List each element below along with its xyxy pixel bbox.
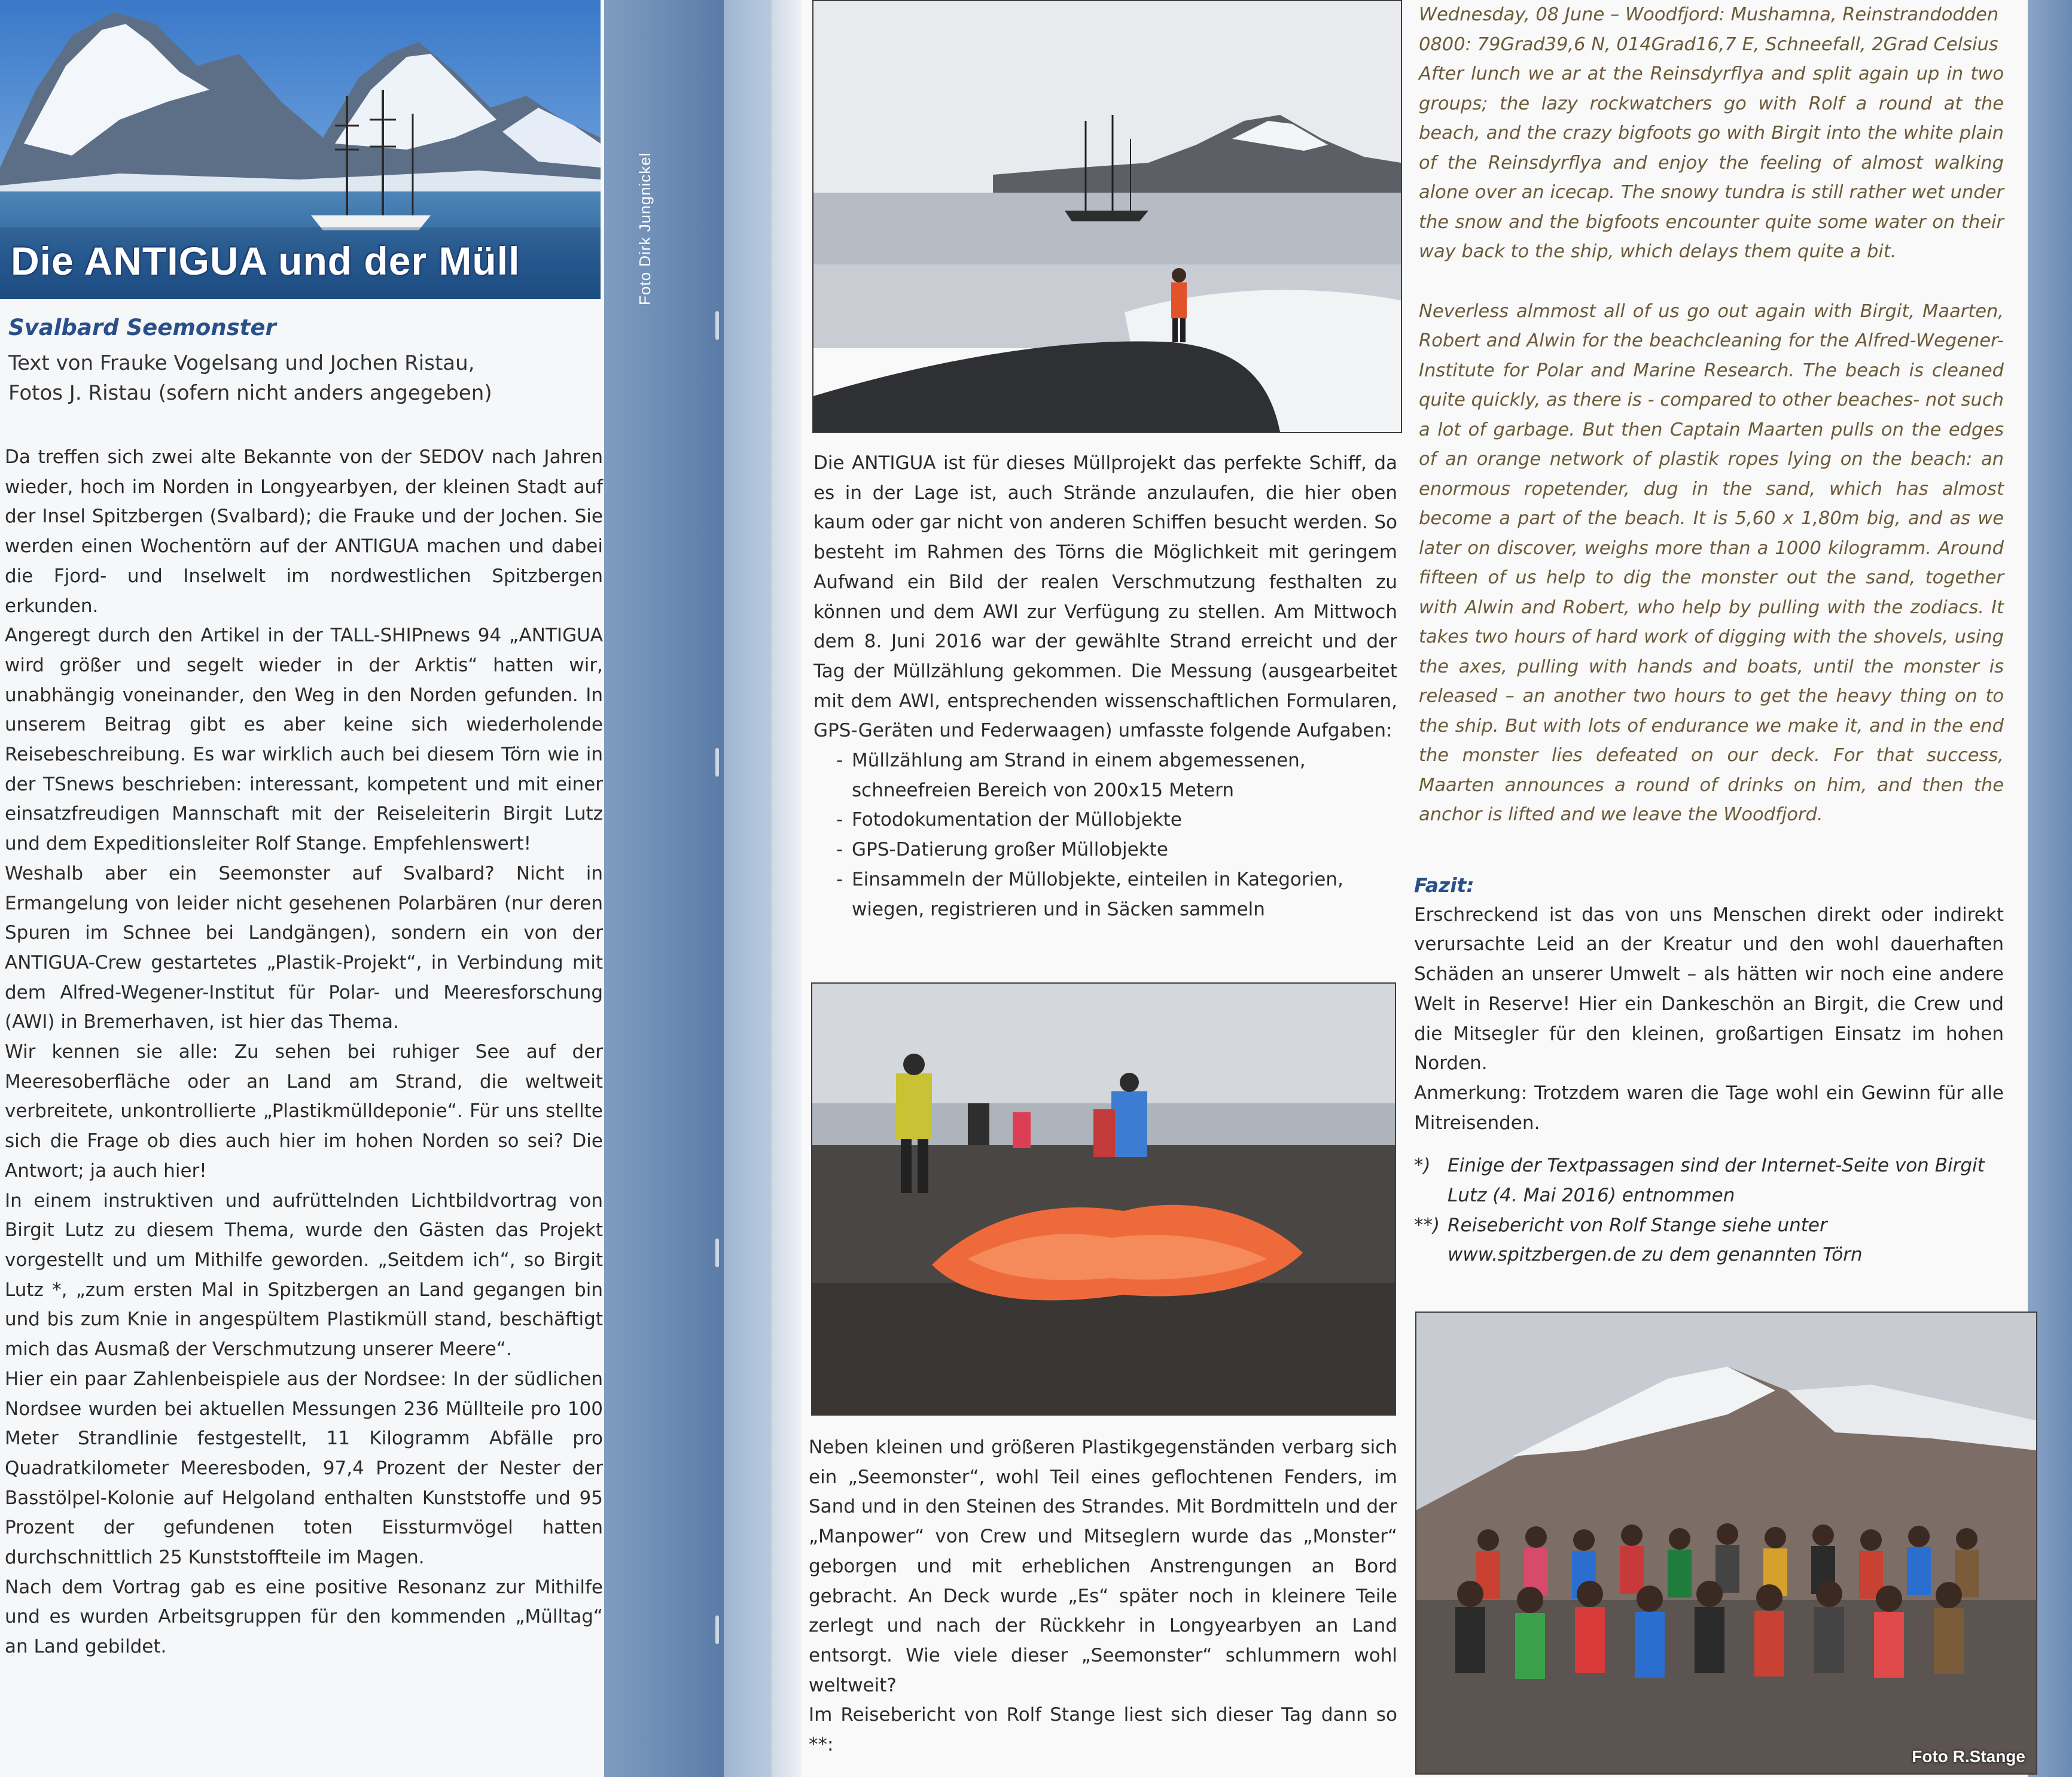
binding-shadow xyxy=(772,0,802,1777)
task-item: - Müllzählung am Strand in einem abgemessenen, schneefreien Bereich von 200x15 Metern xyxy=(836,746,1397,805)
byline-photos: Fotos J. Ristau (sofern nicht anders angegeben) xyxy=(8,381,492,405)
footnote-mark: **) xyxy=(1414,1214,1440,1236)
footnote-text: Einige der Textpassagen sind der Internet-Seite von Birgit xyxy=(1448,1155,1985,1177)
photo-ship-in-bay xyxy=(812,0,1402,433)
log-position-line: 0800: 79Grad39,6 N, 014Grad16,7 E, Schneefall, 2Grad Celsius xyxy=(1419,34,1998,55)
paragraph: Wir kennen sie alle: Zu sehen bei ruhiger See auf der Meeresoberfläche oder an Land am Strand, die weltweit verbreitete, unkontrollierte „Plastikmülldeponie“. Für uns stellte sich die Frage ob dies auch hier im hohen Norden so sei? Die Antwort; ja auch hier! xyxy=(5,1041,603,1182)
paragraph: Die ANTIGUA ist für dieses Müllprojekt das perfekte Schiff, da es in der Lage ist, auch Strände anzulaufen, die hier oben kaum oder gar nicht von anderen Schiffen besucht werden. So besteht im Rahmen des Törns die Möglichkeit mit geringem Aufwand ein Bild der realen Verschmutzung festhalten zu können und dem AWI zur Verfügung zu stellen. Am Mittwoch dem 8. Juni 2016 war der gewählte Strand erreicht und der Tag der Müllzählung gekommen. Die Messung (ausgearbeitet mit dem AWI, entsprechenden wissenschaftlichen Formularen, GPS-Geräten und Federwaagen) umfasste folgende Aufgaben: xyxy=(813,452,1397,742)
fazit-section xyxy=(1414,871,2004,1270)
log-paragraph: Neverless almmost all of us go out again with Birgit, Maarten, Robert and Alwin for the beachcleaning for the Alfred-Wegener-Institute for Polar and Marine Research. The beach is cleaned quite quickly, as there is - compared to other beaches- not such a lot of garbage. But then Captain Maarten pulls on the edges of an orange network of plastik ropes lying on the beach: an enormous ropetender, dug in the sand, which has almost become a part of the beach. It is 5,60 x 1,80m big, and as we later on discover, weighs more than a 1000 kilogramm. Around fifteen of us help to dig the monster out the sand, together with Alwin and Robert, who help by pulling with the zodiacs. It takes two hours of hard work of digging with the shovels, using the axes, pulling with hands and boats, until the monster is released – an another two hours to get the heavy thing on to the ship. But with lots of endurance we make it, and in the end the monster lies defeated on our deck. For that success, Maarten announces a round of drinks on him, and then the anchor is lifted and we leave the Woodfjord. xyxy=(1419,300,2004,825)
left-column-text xyxy=(5,443,603,1662)
paragraph: Da treffen sich zwei alte Bekannte von der SEDOV nach Jahren wieder, hoch im Norden in Longyearbyen, der kleinen Stadt auf der Insel Spitzbergen (Svalbard); die Frauke und der Jochen. Sie werden einen Wochentörn auf der ANTIGUA machen und dabei die Fjord- und Inselwelt im nordwestlichen Spitzbergen erkunden. xyxy=(5,446,603,617)
footnote-link-text: www.spitzbergen.de zu dem genannten Törn xyxy=(1448,1244,1863,1266)
article-title: Die ANTIGUA und der Müll xyxy=(11,239,520,283)
binding-stitch xyxy=(715,311,719,340)
binding-stitch xyxy=(715,1615,719,1644)
footnote-text: Lutz (4. Mai 2016) entnommen xyxy=(1448,1185,1735,1207)
fazit-heading: Fazit: xyxy=(1414,874,1474,897)
middle-column-lower xyxy=(809,1433,1397,1760)
middle-column-intro xyxy=(813,449,1397,924)
task-item: - Fotodokumentation der Müllobjekte xyxy=(836,805,1397,835)
paragraph: Hier ein paar Zahlenbeispiele aus der Nordsee: In der südlichen Nordsee wurden bei aktuellen Messungen 236 Müllteile pro 100 Meter Strandlinie festgestellt, 11 Kilogramm Abfälle pro Quadratkilometer Meeresboden, 97,4 Prozent der Nester der Basstölpel-Kolonie auf Helgoland enthalten Kunststoffe und 95 Prozent der gefundenen toten Eissturmvögel hatten durchschnittlich 25 Kunststoffteile im Magen. xyxy=(5,1368,603,1569)
paragraph: Nach dem Vortrag gab es eine positive Resonanz zur Mithilfe und es wurden Arbeitsgruppen für den kommenden „Mülltag“ an Land gebildet. xyxy=(5,1576,603,1658)
fazit-text: Erschreckend ist das von uns Menschen direkt oder indirekt verursachte Leid an der Kreatur und den wohl dauerhaften Schäden an unserer Umwelt – als hätten wir noch eine andere Welt in Reserve! Hier ein Dankeschön an Birgit, die Crew und die Mitsegler für den kleinen, großartigen Einsatz im hohen Norden. xyxy=(1414,903,2004,1075)
log-paragraph: After lunch we ar at the Reinsdyrflya and split again up in two groups; the lazy rockwatchers go with Rolf a round at the beach, and the crazy bigfoots go with Birgit into the white plain of the Reinsdyrflya and enjoy the feeling of almost walking alone over an icecap. The snowy tundra is still rather wet under the snow and the bigfoots encounter quite some water on their way back to the ship, which delays them quite a bit. xyxy=(1419,63,2004,262)
byline xyxy=(8,348,595,408)
task-list xyxy=(813,746,1397,924)
paragraph: Neben kleinen und größeren Plastikgegenständen verbarg sich ein „Seemonster“, wohl Teil eines geflochtenen Fenders, im Sand und in den Steinen des Strandes. Mit Bordmitteln und der „Manpower“ von Crew und Mitseglern wurde das „Monster“ geborgen und mit erheblichen Anstrengungen an Bord gebracht. An Deck wurde „Es“ später noch in kleinere Teile zerlegt und nach der Rückkehr in Longyearbyen an Land entsorgt. Wie viele dieser „Seemonster“ schlummern wohl weltweit? xyxy=(809,1437,1397,1696)
left-blue-margin xyxy=(604,0,724,1777)
byline-text: Text von Frauke Vogelsang und Jochen Ristau, xyxy=(8,351,475,375)
log-date-line: Wednesday, 08 June – Woodfjord: Mushamna, Reinstrandodden xyxy=(1419,4,1999,25)
binding-stitch xyxy=(715,748,719,777)
photo-credit: Foto R.Stange xyxy=(1912,1747,2025,1766)
task-item: - GPS-Datierung großer Müllobjekte xyxy=(836,835,1397,865)
paragraph: In einem instruktiven und aufrüttelnden Lichtbildvortrag von Birgit Lutz zu diesem Thema, wurde den Gästen das Projekt vorgestellt und um Mithilfe geworden. „Seitdem ich“, so Birgit Lutz *, „zum ersten Mal in Spitzbergen an Land gegangen bin und bis zum Knie in angespültem Plastikmüll stand, beschäftigt mich das Ausmaß der Verschmutzung unserer Meere“. xyxy=(5,1189,603,1361)
ship-log-report xyxy=(1419,0,2004,830)
paragraph: Weshalb aber ein Seemonster auf Svalbard? Nicht in Ermangelung von leider nicht gesehenen Polarbären (nur deren Spuren im Schnee bei Landgängen), sondern ein von der ANTIGUA-Crew gestartetes „Plastik-Projekt“, in Verbindung mit dem Alfred-Wegener-Institut für Polar- und Meeresforschung (AWI) in Bremerhaven, ist hier das Thema. xyxy=(5,862,603,1033)
title-photo-ship-mountains xyxy=(0,0,601,299)
article-subtitle: Svalbard Seemonster xyxy=(8,315,276,340)
footnote-mark: *) xyxy=(1414,1155,1431,1177)
paragraph: Angeregt durch den Artikel in der TALL-SHIPnews 94 „ANTIGUA wird größer und segelt wieder in der Arktis“ hatten wir, unabhängig voneinander, den Weg in den Norden gefunden. In unserem Beitrag gibt es aber keine sich wiederholende Reisebeschreibung. Es war wirklich auch bei diesem Törn wie in der TSnews beschrieben: interessant, kompetent und mit einer einsatzfreudigen Mannschaft mit der Reiseleiterin Birgit Lutz und dem Expeditionsleiter Rolf Stange. Empfehlenswert! xyxy=(5,625,603,855)
paragraph: Im Reisebericht von Rolf Stange liest sich dieser Tag dann so **: xyxy=(809,1704,1397,1756)
binding-gutter xyxy=(724,0,772,1777)
task-item: - Einsammeln der Müllobjekte, einteilen in Kategorien, wiegen, registrieren und in Säcken sammeln xyxy=(836,865,1397,924)
photo-credit-vertical: Foto Dirk Jungnickel xyxy=(636,152,654,305)
footnote-1 xyxy=(1414,1151,2004,1210)
footnote-text: Reisebericht von Rolf Stange siehe unter xyxy=(1448,1214,1827,1236)
photo-orange-ropes-beach xyxy=(811,982,1396,1416)
photo-group-picture xyxy=(1415,1312,2037,1775)
binding-stitch xyxy=(715,1239,719,1267)
remark: Anmerkung: Trotzdem waren die Tage wohl ein Gewinn für alle Mitreisenden. xyxy=(1414,1082,2004,1134)
footnote-2 xyxy=(1414,1211,2004,1270)
